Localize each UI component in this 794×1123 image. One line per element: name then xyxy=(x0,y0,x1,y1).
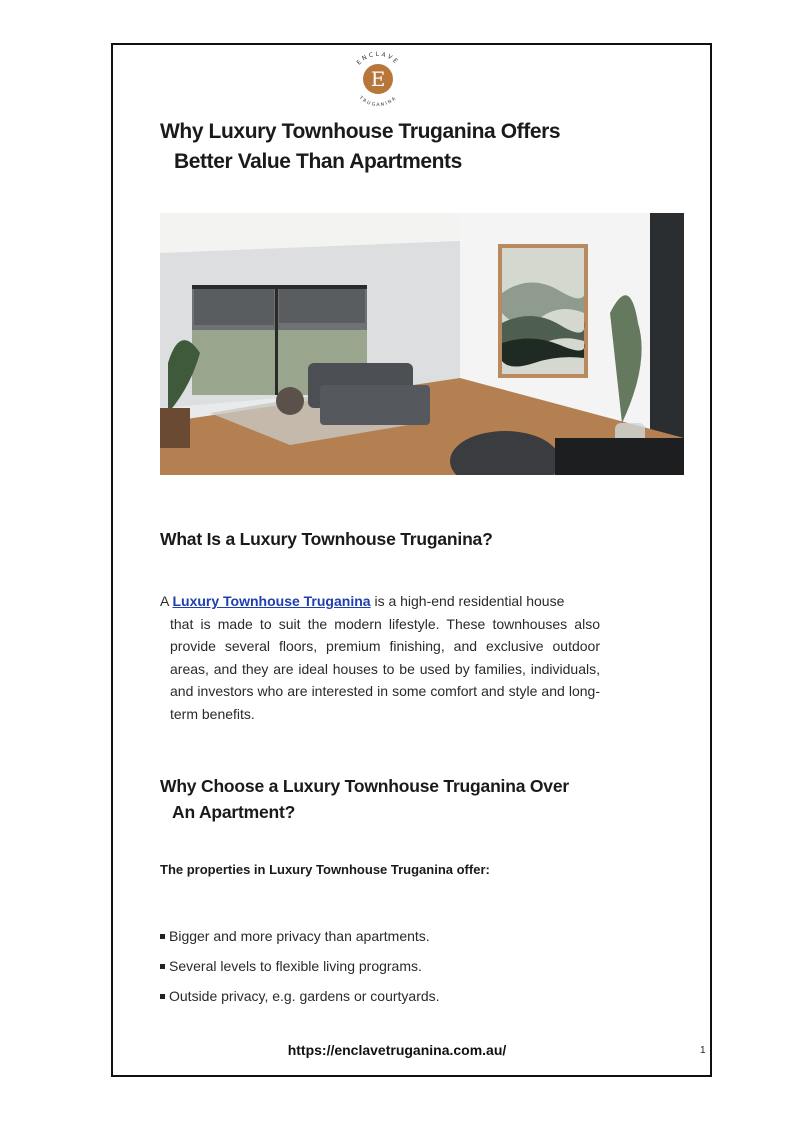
enclave-logo xyxy=(340,46,416,110)
page-number: 1 xyxy=(700,1045,706,1056)
list-item: Outside privacy, e.g. gardens or courtyards. xyxy=(160,981,440,1011)
footer-url-link[interactable]: https://enclavetruganina.com.au/ xyxy=(287,1042,507,1058)
heading-line-2: An Apartment? xyxy=(172,802,296,822)
document-title xyxy=(160,117,630,177)
section-heading-why-choose xyxy=(160,773,569,825)
title-line-1: Why Luxury Townhouse Truganina Offers xyxy=(160,120,561,143)
para-body: that is made to suit the modern lifestyle. These townhouses also provide several floors, premium finishing, and exclusive outdoor areas, and they are ideal houses to be used by families, individuals, and investors who are interested in some comfort and style and long-term benefits. xyxy=(170,615,600,722)
benefits-list xyxy=(160,921,440,1011)
para-prefix: A xyxy=(160,593,169,609)
section1-paragraph xyxy=(160,590,600,726)
hero-living-room-photo xyxy=(160,213,684,475)
luxury-townhouse-link[interactable]: Luxury Townhouse Truganina xyxy=(172,593,371,609)
benefits-lead: The properties in Luxury Townhouse Truganina offer: xyxy=(160,862,490,877)
para-first-line-rest: is a high-end residential house xyxy=(374,593,565,609)
section-heading-what-is: What Is a Luxury Townhouse Truganina? xyxy=(160,529,493,549)
svg-text:TRUGANINA: TRUGANINA xyxy=(357,95,399,109)
footer-url xyxy=(0,1042,794,1058)
title-line-2: Better Value Than Apartments xyxy=(174,150,462,173)
svg-text:ENCLAVE: ENCLAVE xyxy=(355,50,401,67)
svg-text:E: E xyxy=(370,67,386,91)
list-item: Several levels to flexible living programs. xyxy=(160,951,440,981)
list-item: Bigger and more privacy than apartments. xyxy=(160,921,440,951)
heading-line-1: Why Choose a Luxury Townhouse Truganina Over xyxy=(160,776,569,796)
